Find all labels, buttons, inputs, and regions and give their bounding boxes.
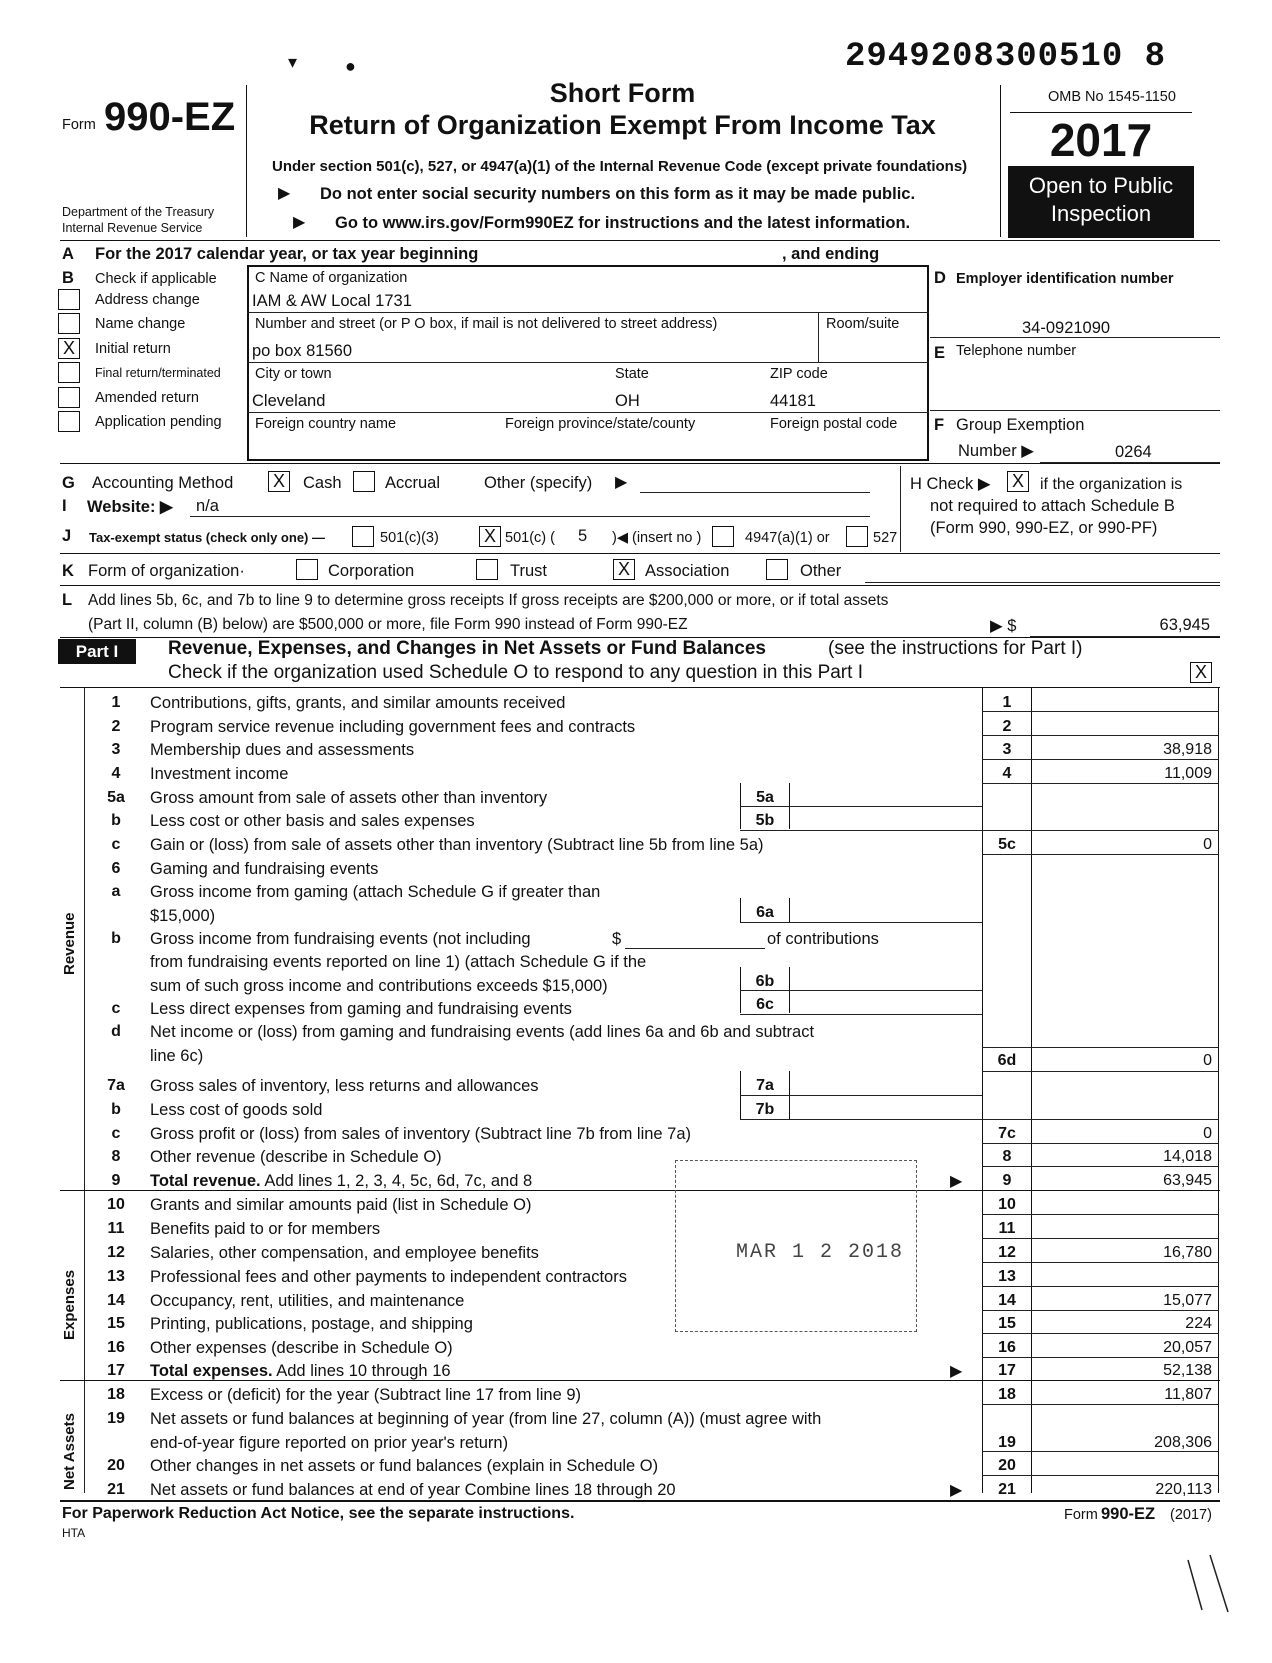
row-i-label: I	[62, 497, 67, 515]
rule	[982, 1143, 1219, 1144]
scan-mark: ●	[345, 56, 356, 76]
line-box: 17	[998, 1362, 1016, 1379]
row-l-label: L	[62, 591, 73, 609]
row-g-label: G	[62, 474, 75, 492]
line-6-desc: Gaming and fundraising events	[150, 860, 379, 878]
arrow-icon: ▶	[950, 1173, 963, 1190]
line-num: 18	[107, 1386, 125, 1403]
rule	[740, 1119, 982, 1120]
line-num: b	[111, 812, 121, 829]
state-value: OH	[615, 392, 640, 410]
rule	[247, 412, 929, 413]
line-num: 2	[111, 718, 121, 735]
line-box: 7c	[998, 1125, 1016, 1142]
footer-notice: For Paperwork Reduction Act Notice, see the separate instructions.	[62, 1505, 575, 1522]
rule	[865, 582, 1220, 583]
line-6d-desc2: line 6c)	[150, 1047, 204, 1065]
subline-box: 6c	[756, 996, 774, 1013]
subline-box: 5b	[755, 812, 775, 829]
line-box: 13	[998, 1268, 1016, 1285]
line-19-desc2: end-of-year figure reported on prior year's return)	[150, 1434, 509, 1452]
line-num: 7a	[107, 1077, 125, 1094]
rule	[982, 1475, 1219, 1476]
line-num: b	[111, 1101, 121, 1118]
501c3-checkbox[interactable]	[352, 526, 374, 547]
name-change-label: Name change	[95, 316, 186, 332]
other-org-label: Other	[800, 562, 842, 580]
revenue-section-label: Revenue	[61, 912, 78, 975]
row-j-label: J	[62, 527, 72, 545]
accounting-method-label: Accounting Method	[92, 474, 234, 492]
public-inspection-banner	[1008, 166, 1194, 238]
schedule-o-check-text: Check if the organization used Schedule O to respond to any question in this Part I	[168, 662, 863, 683]
501c-number: 5	[578, 527, 588, 545]
tax-year: 2017	[1049, 114, 1153, 166]
part-i-title-tail: (see the instructions for Part I)	[828, 638, 1083, 659]
total-expenses-amount[interactable]: 52,138	[1163, 1362, 1212, 1379]
line-7b-desc: Less cost of goods sold	[150, 1101, 323, 1119]
row-a-text: For the 2017 calendar year, or tax year beginning	[95, 245, 479, 263]
line-box: 8	[1002, 1148, 1012, 1165]
line-num: 12	[107, 1244, 125, 1261]
corporation-label: Corporation	[328, 562, 415, 580]
application-pending-label: Application pending	[95, 414, 222, 430]
line-num: c	[111, 836, 121, 853]
cash-label: Cash	[303, 474, 342, 492]
line-num: d	[111, 1023, 121, 1040]
accrual-label: Accrual	[385, 474, 441, 492]
row-l-arrow: ▶ $	[990, 617, 1017, 635]
group-exemption-label: Group Exemption	[956, 416, 1085, 434]
line-7c-desc: Gross profit or (loss) from sales of inventory (Subtract line 7b from line 7a)	[150, 1125, 692, 1143]
line-6d-desc: Net income or (loss) from gaming and fundraising events (add lines 6a and 6b and subtract	[150, 1023, 815, 1041]
arrow-icon: ▶	[950, 1482, 963, 1499]
rule	[190, 516, 870, 517]
line-6a-desc: Gross income from gaming (attach Schedule G if greater than	[150, 883, 601, 901]
rule	[930, 410, 1220, 411]
line-num: 14	[107, 1292, 125, 1309]
public-line2: Inspection	[1050, 201, 1152, 226]
line-4-amount[interactable]: 11,009	[1164, 765, 1212, 782]
line-num: 19	[107, 1410, 125, 1427]
address-change-checkbox[interactable]	[58, 289, 80, 310]
document-locator-number: 2949208300510 8	[845, 38, 1167, 76]
line-num: 17	[107, 1362, 125, 1379]
rule	[247, 362, 929, 363]
line-21-desc: Net assets or fund balances at end of year Combine lines 18 through 20	[150, 1481, 676, 1499]
line-box: 19	[998, 1434, 1016, 1451]
line-num: c	[111, 1000, 121, 1017]
amended-return-label: Amended return	[95, 390, 199, 406]
line-18-amount[interactable]: 11,807	[1164, 1386, 1212, 1403]
state-label: State	[615, 366, 649, 382]
row-f-label: F	[934, 416, 945, 434]
line-box: 2	[1002, 718, 1012, 735]
line-6c-desc: Less direct expenses from gaming and fundraising events	[150, 1000, 572, 1018]
line-num: 21	[107, 1481, 125, 1498]
rule	[982, 1071, 1219, 1072]
line-6b-tail: of contributions	[767, 930, 879, 948]
row-h-text: if the organization is	[1040, 476, 1183, 493]
website-label: Website: ▶	[87, 498, 173, 516]
line-box: 5c	[998, 836, 1016, 853]
room-suite-label: Room/suite	[826, 316, 900, 332]
line-box: 3	[1002, 741, 1012, 758]
line-11-desc: Benefits paid to or for members	[150, 1220, 381, 1238]
line-3-desc: Membership dues and assessments	[150, 741, 415, 759]
rule	[982, 854, 1219, 855]
irs-label: Internal Revenue Service	[62, 221, 203, 235]
row-k-label: K	[62, 562, 74, 580]
arrow-icon: ▶	[293, 214, 306, 231]
line-box: 10	[998, 1196, 1016, 1213]
rule	[625, 948, 765, 949]
line-num: 9	[111, 1172, 121, 1189]
group-number-value: 0264	[1115, 443, 1152, 461]
arrow-icon: ▶	[278, 185, 291, 202]
line-5a-desc: Gross amount from sale of assets other than inventory	[150, 789, 548, 807]
line-num: 11	[107, 1220, 125, 1237]
final-return-label: Final return/terminated	[95, 366, 221, 380]
line-16-amount[interactable]: 20,057	[1163, 1339, 1212, 1356]
line-num: a	[111, 883, 121, 900]
line-8-desc: Other revenue (describe in Schedule O)	[150, 1148, 442, 1166]
other-specify-line[interactable]	[640, 492, 870, 493]
501c3-label: 501(c)(3)	[380, 530, 439, 546]
subtitle: Under section 501(c), 527, or 4947(a)(1) of the Internal Revenue Code (except private foundations)	[272, 158, 968, 175]
website-value: n/a	[196, 497, 219, 515]
rule	[982, 1404, 1219, 1405]
foreign-country-label: Foreign country name	[255, 416, 397, 432]
footer-form-year: (2017)	[1170, 1507, 1212, 1523]
line-13-desc: Professional fees and other payments to independent contractors	[150, 1268, 627, 1286]
line-num: 15	[107, 1315, 125, 1332]
rule	[982, 1166, 1219, 1167]
rule	[930, 337, 1220, 338]
rule	[60, 687, 1220, 688]
row-h-check: H Check ▶	[910, 475, 991, 493]
line-8-amount[interactable]: 14,018	[1163, 1148, 1212, 1165]
group-number-label: Number ▶	[958, 442, 1034, 460]
public-line1: Open to Public	[1028, 173, 1174, 198]
foreign-province-label: Foreign province/state/county	[505, 416, 696, 432]
rule	[818, 312, 819, 362]
rule	[982, 759, 1219, 760]
rule	[740, 1014, 982, 1015]
line-12-amount[interactable]: 16,780	[1163, 1244, 1212, 1261]
line-2-desc: Program service revenue including government fees and contracts	[150, 718, 636, 736]
rule	[982, 1357, 1219, 1358]
line-box: 16	[998, 1339, 1016, 1356]
other-org-checkbox[interactable]	[766, 559, 788, 580]
initial-return-label: Initial return	[95, 341, 171, 357]
final-return-checkbox[interactable]	[58, 362, 80, 383]
subline-box: 7a	[756, 1077, 774, 1094]
org-name-value: IAM & AW Local 1731	[252, 292, 412, 310]
line-5c-amount[interactable]: 0	[1203, 836, 1212, 853]
line-17-text: Add lines 10 through 16	[272, 1362, 451, 1380]
line-15-desc: Printing, publications, postage, and shipping	[150, 1315, 473, 1333]
line-6b-dollar: $	[612, 930, 622, 948]
city-label: City or town	[255, 366, 332, 382]
accrual-checkbox[interactable]	[353, 471, 375, 492]
address-change-label: Address change	[95, 292, 200, 308]
zip-value: 44181	[770, 392, 816, 410]
line-box: 11	[998, 1220, 1016, 1237]
line-num: 1	[111, 694, 121, 711]
line-box: 4	[1002, 765, 1012, 782]
title-main: Return of Organization Exempt From Income Tax	[309, 110, 936, 140]
foreign-postal-label: Foreign postal code	[770, 416, 898, 432]
schedule-o-checkbox[interactable]: X	[1190, 662, 1212, 683]
street-label: Number and street (or P O box, if mail is not delivered to street address)	[255, 316, 718, 332]
line-num: 6	[111, 860, 121, 877]
line-16-desc: Other expenses (describe in Schedule O)	[150, 1339, 453, 1357]
rule	[1218, 688, 1219, 1493]
line-5b-desc: Less cost or other basis and sales expenses	[150, 812, 475, 830]
line-num: 3	[111, 741, 121, 758]
rule	[740, 1095, 982, 1096]
line-box: 9	[1002, 1172, 1012, 1189]
amended-return-checkbox[interactable]	[58, 387, 80, 408]
line-5c-desc: Gain or (loss) from sale of assets other than inventory (Subtract line 5b from line 5a)	[150, 836, 764, 854]
4947-checkbox[interactable]	[712, 526, 734, 547]
net-assets-section-label: Net Assets	[61, 1413, 78, 1490]
line-9-bold: Total revenue.	[150, 1172, 261, 1190]
527-checkbox[interactable]	[846, 526, 868, 547]
line-num: 5a	[107, 789, 125, 806]
rule	[982, 1047, 1219, 1048]
line-6b-desc3: sum of such gross income and contributions exceeds $15,000)	[150, 977, 608, 995]
ein-title: Employer identification number	[956, 271, 1174, 287]
zip-label: ZIP code	[770, 366, 828, 382]
part-i-title: Revenue, Expenses, and Changes in Net Assets or Fund Balances	[168, 638, 766, 659]
rule	[84, 688, 85, 1493]
501c-checkbox[interactable]: X	[479, 526, 501, 547]
subline-box: 6a	[756, 904, 774, 921]
rule	[740, 922, 982, 923]
arrow-icon: ▶	[615, 474, 628, 491]
line-10-desc: Grants and similar amounts paid (list in Schedule O)	[150, 1196, 532, 1214]
line-19-amount[interactable]: 208,306	[1154, 1434, 1212, 1451]
scan-mark: ▾	[288, 52, 298, 72]
stamp-date: MAR 1 2 2018	[736, 1241, 905, 1264]
corporation-checkbox[interactable]	[296, 559, 318, 580]
line-14-desc: Occupancy, rent, utilities, and maintenance	[150, 1292, 465, 1310]
line-20-desc: Other changes in net assets or fund balances (explain in Schedule O)	[150, 1457, 659, 1475]
row-b-label: B	[62, 269, 74, 287]
line-box: 14	[998, 1292, 1016, 1309]
rule	[60, 585, 1220, 586]
line-9-desc	[150, 1172, 532, 1191]
line-num: 16	[107, 1339, 125, 1356]
arrow-icon: ▶	[950, 1363, 963, 1380]
form-word: Form	[62, 117, 96, 133]
name-change-checkbox[interactable]	[58, 313, 80, 334]
line-12-desc: Salaries, other compensation, and employee benefits	[150, 1244, 539, 1262]
total-revenue-amount[interactable]: 63,945	[1163, 1172, 1212, 1189]
line-box: 12	[998, 1244, 1016, 1261]
rule	[900, 466, 901, 552]
row-a-label: A	[62, 245, 74, 263]
line-num: 4	[111, 765, 121, 782]
rule	[982, 830, 1219, 831]
footer-form-number: 990-EZ	[1101, 1505, 1156, 1523]
other-specify-label: Other (specify)	[484, 474, 593, 492]
501c-label: 501(c) (	[505, 530, 555, 546]
rule	[982, 1310, 1219, 1311]
telephone-title: Telephone number	[956, 343, 1077, 359]
form-number: 990-EZ	[104, 95, 236, 139]
received-stamp	[675, 1160, 917, 1332]
expenses-section-label: Expenses	[61, 1269, 78, 1340]
dept-treasury: Department of the Treasury	[62, 205, 215, 219]
city-value: Cleveland	[252, 392, 326, 410]
association-checkbox[interactable]: X	[613, 559, 635, 580]
rule	[740, 830, 982, 831]
tax-exempt-status-label: Tax-exempt status (check only one) —	[89, 530, 325, 545]
4947-label: 4947(a)(1) or	[745, 530, 830, 546]
org-name-label: C Name of organization	[255, 270, 408, 286]
row-d-label: D	[934, 269, 946, 287]
line-7c-amount[interactable]: 0	[1203, 1125, 1212, 1142]
line-18-desc: Excess or (deficit) for the year (Subtract line 17 from line 9)	[150, 1386, 581, 1404]
line-num: 8	[111, 1148, 121, 1165]
rule	[60, 240, 1220, 241]
rule	[982, 1262, 1219, 1263]
line-14-amount[interactable]: 15,077	[1163, 1292, 1212, 1309]
line-6b-desc2: from fundraising events reported on line 1) (attach Schedule G if the	[150, 953, 647, 971]
line-3-amount[interactable]: 38,918	[1163, 741, 1212, 758]
line-box: 21	[998, 1481, 1016, 1498]
application-pending-checkbox[interactable]	[58, 411, 80, 432]
row-l-line2: (Part II, column (B) below) are $500,000 or more, file Form 990 instead of Form 990-EZ	[88, 616, 688, 633]
check-if-applicable: Check if applicable	[95, 271, 217, 287]
line-box: 18	[998, 1386, 1016, 1403]
line-6a-desc2: $15,000)	[150, 907, 216, 925]
rule	[982, 1119, 1219, 1120]
rule	[247, 312, 929, 313]
schedule-b-checkbox[interactable]: X	[1007, 471, 1029, 492]
initial-return-checkbox[interactable]: X	[58, 338, 80, 359]
row-h-text: (Form 990, 990-EZ, or 990-PF)	[930, 519, 1158, 537]
line-num: 20	[107, 1457, 125, 1474]
row-a-ending: , and ending	[782, 245, 880, 263]
line-box: 15	[998, 1315, 1016, 1332]
line-7a-desc: Gross sales of inventory, less returns and allowances	[150, 1077, 539, 1095]
line-box: 20	[998, 1457, 1016, 1474]
trust-checkbox[interactable]	[476, 559, 498, 580]
gross-receipts-value: 63,945	[1159, 616, 1210, 634]
title-short-form: Short Form	[549, 78, 696, 108]
insert-no-label: )◀ (insert no )	[612, 530, 702, 546]
association-label: Association	[645, 562, 730, 580]
line-box: 6d	[997, 1052, 1017, 1069]
handwritten-mark	[1180, 1550, 1240, 1620]
line-1-desc: Contributions, gifts, grants, and similar amounts received	[150, 694, 566, 712]
line-17-bold: Total expenses.	[150, 1362, 273, 1380]
rule	[982, 1214, 1219, 1215]
rule	[982, 1333, 1219, 1334]
line-num: c	[111, 1125, 121, 1142]
omb-number: OMB No 1545-1150	[1048, 89, 1176, 105]
form-of-org-label: Form of organization·	[88, 562, 245, 580]
cash-checkbox[interactable]: X	[268, 471, 290, 492]
line-15-amount[interactable]: 224	[1185, 1315, 1212, 1332]
trust-label: Trust	[510, 562, 547, 580]
line-17-desc	[150, 1362, 451, 1381]
rule	[60, 1500, 1220, 1502]
header-divider	[1000, 85, 1001, 237]
line-num: b	[111, 930, 121, 947]
line-num: 13	[107, 1268, 125, 1285]
street-value: po box 81560	[252, 342, 353, 360]
ein-value: 34-0921090	[1022, 319, 1111, 337]
footer-hta: HTA	[62, 1526, 86, 1540]
subline-box: 7b	[755, 1101, 775, 1118]
line-6d-amount[interactable]: 0	[1203, 1052, 1212, 1069]
line-19-desc: Net assets or fund balances at beginning of year (from line 27, column (A)) (must agree with	[150, 1410, 822, 1428]
subline-box: 6b	[755, 973, 775, 990]
part-i-tag: Part I	[58, 639, 136, 664]
footer-form-word: Form	[1064, 1507, 1098, 1523]
rule	[982, 1286, 1219, 1287]
line-9-text: Add lines 1, 2, 3, 4, 5c, 6d, 7c, and 8	[260, 1172, 533, 1190]
row-l-line1: Add lines 5b, 6c, and 7b to line 9 to determine gross receipts If gross receipts are $200,000 or more, or if total assets	[88, 592, 889, 609]
instructions-link: Go to www.irs.gov/Form990EZ for instructions and the latest information.	[335, 214, 911, 232]
subline-box: 5a	[756, 789, 774, 806]
line-4-desc: Investment income	[150, 765, 289, 783]
527-label: 527	[873, 530, 898, 546]
row-e-label: E	[934, 344, 946, 362]
line-21-amount[interactable]: 220,113	[1155, 1481, 1212, 1498]
ssn-warning: Do not enter social security numbers on this form as it may be made public.	[320, 185, 916, 203]
row-h-text: not required to attach Schedule B	[930, 497, 1175, 515]
line-num: 10	[107, 1196, 125, 1213]
rule	[982, 1238, 1219, 1239]
blank-cell	[983, 784, 1031, 830]
rule	[60, 553, 1220, 554]
rule	[60, 463, 1220, 464]
line-6b-desc: Gross income from fundraising events (not including	[150, 930, 531, 948]
line-box: 1	[1002, 694, 1012, 711]
